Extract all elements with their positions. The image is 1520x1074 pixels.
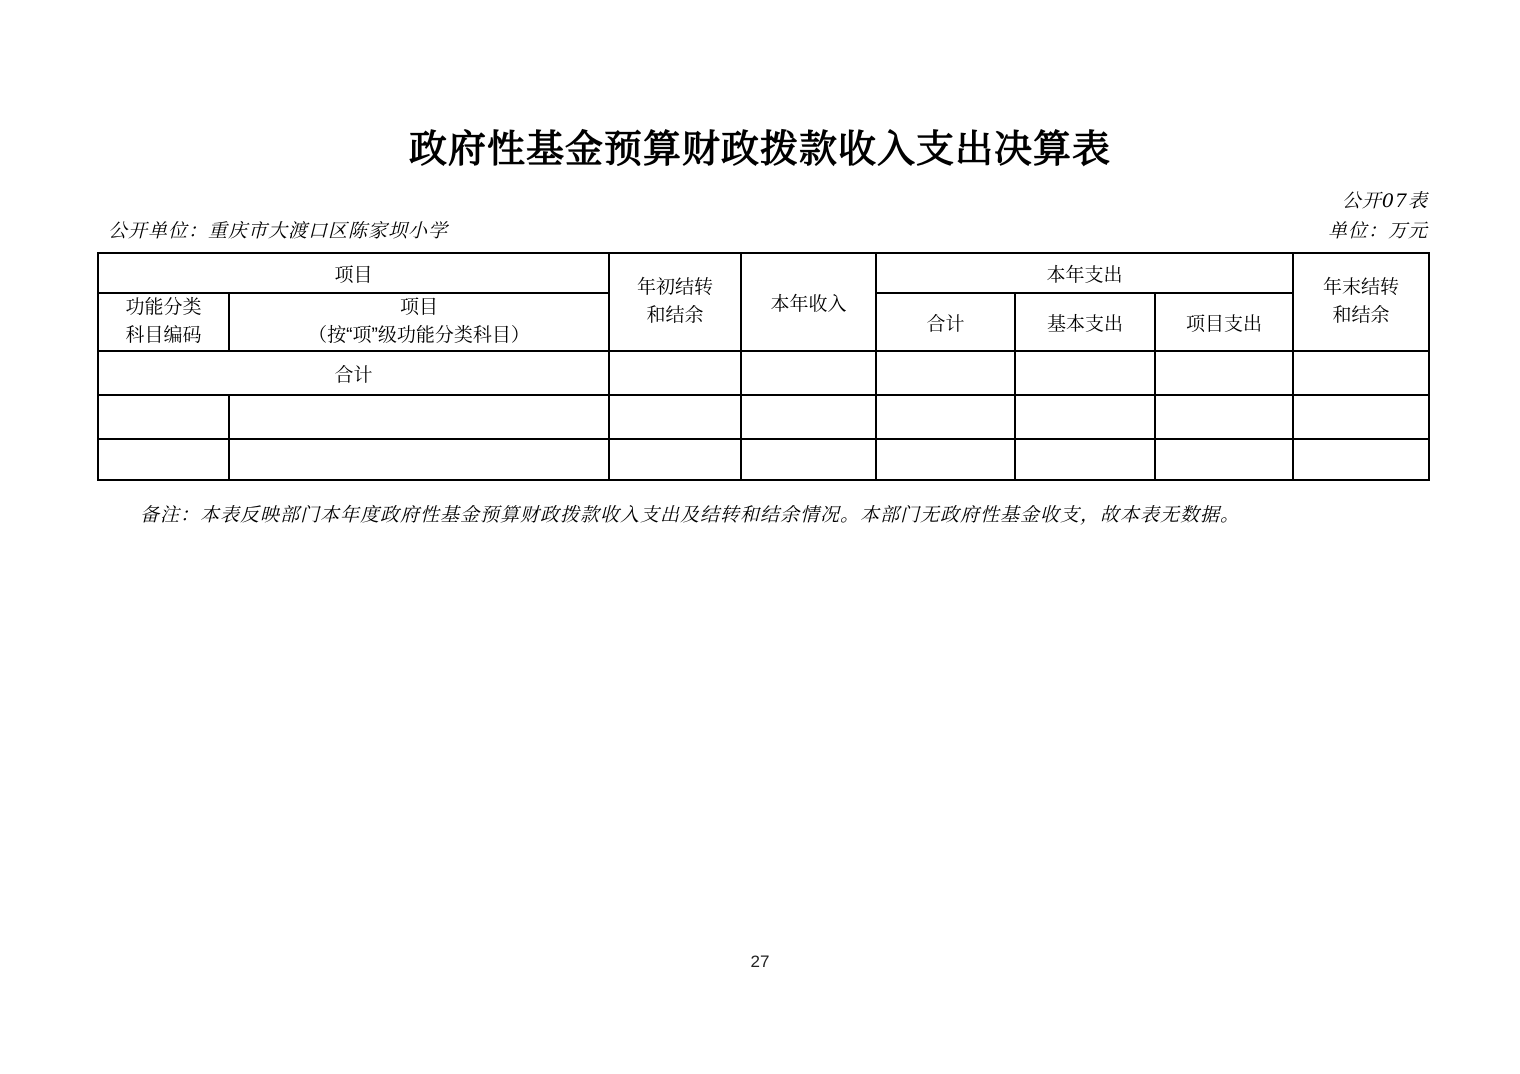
total-row-label: 合计 <box>334 364 373 386</box>
header-opening-balance-line2: 和结余 <box>646 305 704 326</box>
unit-label: 单位：万元 <box>1327 220 1428 242</box>
table-row-total <box>98 351 1429 395</box>
empty-cell <box>1155 395 1293 439</box>
publisher-label: 公开单位：重庆市大渡口区陈家坝小学 <box>108 220 449 242</box>
header-expense-group-label: 本年支出 <box>1046 264 1123 286</box>
header-basic-expense <box>1015 293 1155 351</box>
total-row-label-cell <box>98 351 609 395</box>
header-item-detail-line2: （按“项”级功能分类科目） <box>308 325 530 346</box>
header-item-group-label: 项目 <box>334 264 373 286</box>
header-expense-total <box>876 293 1015 351</box>
page-number: 27 <box>750 952 770 971</box>
empty-cell <box>741 395 876 439</box>
total-income-cell <box>741 351 876 395</box>
header-current-year-income-label: 本年收入 <box>770 293 847 315</box>
empty-cell <box>229 439 609 480</box>
header-expense-total-label: 合计 <box>926 313 965 335</box>
header-func-class-code-line2: 科目编码 <box>125 325 202 346</box>
header-expense-group <box>876 253 1293 293</box>
header-basic-expense-label: 基本支出 <box>1047 313 1124 335</box>
total-project-expense-cell <box>1155 351 1293 395</box>
empty-cell <box>741 439 876 480</box>
empty-cell <box>876 439 1015 480</box>
header-item-detail <box>229 293 609 351</box>
header-current-year-income <box>741 253 876 351</box>
empty-cell <box>1155 439 1293 480</box>
table-row-empty-1 <box>98 395 1429 439</box>
header-opening-balance-line1: 年初结转 <box>637 277 714 298</box>
empty-cell <box>609 439 741 480</box>
empty-cell <box>1293 439 1429 480</box>
empty-cell <box>98 439 229 480</box>
empty-cell <box>1293 395 1429 439</box>
total-opening-balance-cell <box>609 351 741 395</box>
header-item-detail-line1: 项目 <box>400 297 439 318</box>
header-func-class-code-line1: 功能分类 <box>125 297 202 318</box>
header-opening-balance <box>609 253 741 351</box>
empty-cell <box>229 395 609 439</box>
empty-cell <box>1015 439 1155 480</box>
header-func-class-code <box>98 293 229 351</box>
footnote: 备注：本表反映部门本年度政府性基金预算财政拨款收入支出及结转和结余情况。本部门无政府性基金收支，故本表无数据。 <box>140 504 1241 526</box>
total-expense-total-cell <box>876 351 1015 395</box>
header-project-expense <box>1155 293 1293 351</box>
table-row-empty-2 <box>98 439 1429 480</box>
header-item-group <box>98 253 609 293</box>
page-title: 政府性基金预算财政拨款收入支出决算表 <box>408 129 1111 171</box>
header-project-expense-label: 项目支出 <box>1186 313 1263 335</box>
total-closing-balance-cell <box>1293 351 1429 395</box>
header-closing-balance <box>1293 253 1429 351</box>
empty-cell <box>876 395 1015 439</box>
empty-cell <box>98 395 229 439</box>
empty-cell <box>609 395 741 439</box>
total-basic-expense-cell <box>1015 351 1155 395</box>
empty-cell <box>1015 395 1155 439</box>
budget-table <box>97 252 1430 481</box>
table-header-row-1 <box>98 253 1429 293</box>
form-code-label: 公开07表 <box>1341 190 1428 212</box>
header-closing-balance-line2: 和结余 <box>1332 305 1390 326</box>
header-closing-balance-line1: 年末结转 <box>1323 277 1400 298</box>
